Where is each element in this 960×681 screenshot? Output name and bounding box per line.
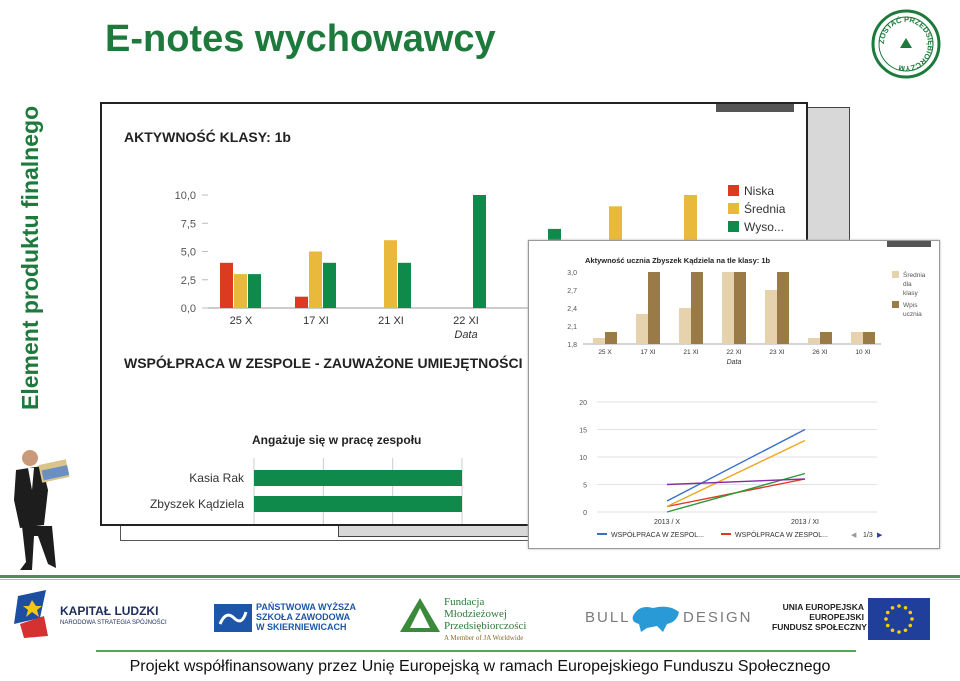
hbar-bar: [254, 470, 462, 486]
bar-2: [323, 263, 336, 308]
y-tick-label: 5,0: [180, 246, 196, 259]
hbar-bar: [254, 496, 462, 512]
bar-0: [851, 332, 863, 344]
eu-line-3: FUNDUSZ SPOŁECZNY: [772, 622, 867, 632]
bull-text: BULL: [585, 609, 631, 626]
bull-icon: [629, 602, 683, 634]
footer-divider-light: [0, 579, 960, 580]
kapital-ludzki-title: KAPITAŁ LUDZKI: [60, 604, 159, 618]
footer-divider: [0, 575, 960, 578]
eu-line-1: UNIA EUROPEJSKA: [782, 602, 864, 612]
bar-0: [808, 338, 820, 344]
eu-star: [886, 624, 890, 628]
class-activity-chart-xlabels: [230, 315, 547, 327]
school-icon: [214, 604, 252, 632]
student-chart-xlabels: [598, 349, 870, 356]
legend-label: Wyso...: [744, 220, 784, 234]
hbar-label: Kasia Rak: [189, 471, 244, 485]
bar-1: [777, 272, 789, 344]
section1-title: AKTYWNOŚĆ KLASY: 1b: [124, 129, 291, 145]
hbar-chart-title: Angażuje się w pracę zespołu: [252, 433, 422, 447]
window-toolbar: [716, 104, 794, 112]
x-tick-label: 25 X: [598, 349, 612, 356]
bar-0: [593, 338, 605, 344]
eu-star: [884, 617, 888, 621]
x-tick-label: 22 XI: [453, 315, 479, 327]
bar-0: [636, 314, 648, 344]
legend-label: ucznia: [903, 311, 922, 318]
student-chart-x-title: Data: [726, 359, 742, 366]
legend-swatch-red: [721, 533, 731, 535]
y-tick-label: 0,0: [180, 303, 196, 315]
line-series-0: [667, 430, 805, 502]
kapital-ludzki-icon: [14, 590, 54, 638]
y-tick-label: 2,7: [567, 288, 577, 295]
school-line-2: SZKOŁA ZAWODOWA: [256, 612, 351, 622]
eu-star: [904, 606, 908, 610]
x-tick-label: 21 XI: [378, 315, 404, 327]
student-chart-title: Aktywność ucznia Zbyszek Kądziela na tle klasy: 1b: [585, 256, 771, 265]
pager-label: 1/3: [863, 532, 873, 539]
seal-text: ZOSTAĆ PRZEDSIĘBIORCZYM: [876, 14, 936, 74]
y-tick-label: 5: [583, 482, 587, 490]
bar-0: [295, 297, 308, 308]
x-tick-label: 22 XI: [726, 349, 742, 356]
eu-star: [886, 611, 890, 615]
eu-star: [891, 606, 895, 610]
legend-swatch: [728, 221, 739, 232]
y-tick-label: 7,5: [180, 218, 196, 231]
bar-0: [679, 308, 691, 344]
school-logo: [214, 602, 364, 636]
y-tick-label: 2,5: [180, 274, 196, 287]
legend-swatch: [728, 185, 739, 196]
bar-1: [309, 252, 322, 309]
bar-2: [248, 274, 261, 308]
y-tick-label: 2,4: [567, 306, 577, 313]
bar-1: [234, 274, 247, 308]
bar-1: [691, 272, 703, 344]
y-tick-label: 2,1: [567, 324, 577, 331]
bar-0: [220, 263, 233, 308]
x-tick-label: 2013 / X: [653, 519, 681, 526]
eu-star: [904, 628, 908, 632]
eu-star: [908, 611, 912, 615]
design-text: DESIGN: [683, 609, 753, 626]
teamwork-line-chart: [579, 400, 877, 526]
main-title: E-notes wychowawcy: [105, 18, 496, 60]
y-tick-label: 20: [579, 400, 587, 407]
school-line-3: W SKIERNIEWICACH: [256, 622, 347, 632]
next-page-icon[interactable]: ▶: [877, 532, 883, 539]
bar-2: [398, 263, 411, 308]
bar-2: [473, 195, 486, 308]
fundacja-line-4: A Member of JA Worldwide: [444, 634, 524, 642]
y-tick-label: 0: [583, 510, 587, 517]
y-tick-label: 10,0: [174, 190, 196, 202]
x-tick-label: 25 X: [229, 315, 253, 327]
kapital-ludzki-subtitle: NARODOWA STRATEGIA SPÓJNOŚCI: [60, 620, 167, 626]
legend-swatch: [892, 271, 899, 278]
kapital-ludzki-logo: [14, 590, 184, 638]
school-line-1: PAŃSTWOWA WYŻSZA: [256, 602, 356, 612]
class-activity-x-title: Data: [454, 329, 478, 341]
fundacja-line-1: Fundacja: [444, 596, 485, 608]
bar-1: [648, 272, 660, 344]
eu-star: [891, 628, 895, 632]
front-screenshot-canvas: [529, 241, 939, 548]
line-series-2: [667, 441, 805, 507]
y-tick-label: 3,0: [567, 270, 577, 277]
legend-item-1: WSPÓŁPRACA W ZESPOL...: [611, 532, 704, 539]
bar-1: [605, 332, 617, 344]
x-tick-label: 21 XI: [683, 349, 699, 356]
fundacja-line-3: Przedsiębiorczości: [444, 620, 527, 632]
y-tick-label: 10: [579, 455, 587, 462]
businessman-illustration: [8, 440, 98, 575]
legend-label: klasy: [903, 290, 918, 297]
eu-logo: [772, 598, 932, 640]
bar-1: [820, 332, 832, 344]
front-screenshot: [528, 240, 940, 549]
fundacja-line-2: Młodzieżowej: [444, 608, 507, 620]
fundacja-icon: [400, 598, 440, 634]
bar-0: [722, 272, 734, 344]
y-tick-label: 15: [579, 427, 587, 435]
student-chart-bars: [593, 272, 875, 344]
legend-label: dla: [903, 281, 912, 288]
eu-line-2: EUROPEJSKI: [809, 612, 864, 622]
class-activity-legend: [728, 184, 786, 234]
legend-item-2: WSPÓŁPRACA W ZESPOL...: [735, 532, 828, 539]
section2-title: WSPÓŁPRACA W ZESPOLE - ZAUWAŻONE UMIEJĘTNOŚCI: [124, 355, 523, 371]
x-tick-label: 26 XI: [812, 349, 828, 356]
legend-label: Średnia: [744, 202, 786, 216]
eu-star: [897, 630, 901, 634]
prev-page-icon[interactable]: ◀: [851, 532, 857, 539]
bar-1: [863, 332, 875, 344]
footer-divider-2: [96, 650, 856, 652]
legend-swatch-blue: [597, 533, 607, 535]
x-tick-label: 17 XI: [640, 349, 656, 356]
x-tick-label: 10 XI: [855, 349, 871, 356]
eu-star: [910, 617, 914, 621]
legend-label: Średnia: [903, 272, 926, 279]
legend-swatch: [892, 301, 899, 308]
student-chart-legend: [892, 270, 926, 318]
bar-1: [734, 272, 746, 344]
legend-label: Niska: [744, 184, 775, 198]
window-toolbar-2: [887, 241, 931, 247]
y-tick-label: 1,8: [567, 342, 577, 349]
x-tick-label: 17 XI: [303, 315, 329, 327]
seal-logo: [870, 8, 942, 80]
x-tick-label: 23 XI: [769, 349, 785, 356]
bar-0: [765, 290, 777, 344]
legend-label: Wpis: [903, 302, 918, 309]
legend-swatch: [728, 203, 739, 214]
footer-text: Projekt współfinansowany przez Unię Europejską w ramach Europejskiego Funduszu Społecznego: [129, 658, 831, 675]
eu-star: [897, 604, 901, 608]
x-tick-label: 2013 / XI: [790, 519, 820, 526]
hbar-label: Zbyszek Kądziela: [149, 497, 244, 511]
fundacja-logo: [400, 596, 550, 646]
vertical-title: Element produktu finalnego: [17, 105, 43, 410]
bull-design-logo: [585, 602, 753, 636]
team-hbar-chart: [150, 458, 462, 524]
bar-1: [384, 240, 397, 308]
eu-star: [908, 624, 912, 628]
teamwork-line-legend: [597, 530, 883, 539]
eu-flag-icon: [868, 598, 930, 640]
